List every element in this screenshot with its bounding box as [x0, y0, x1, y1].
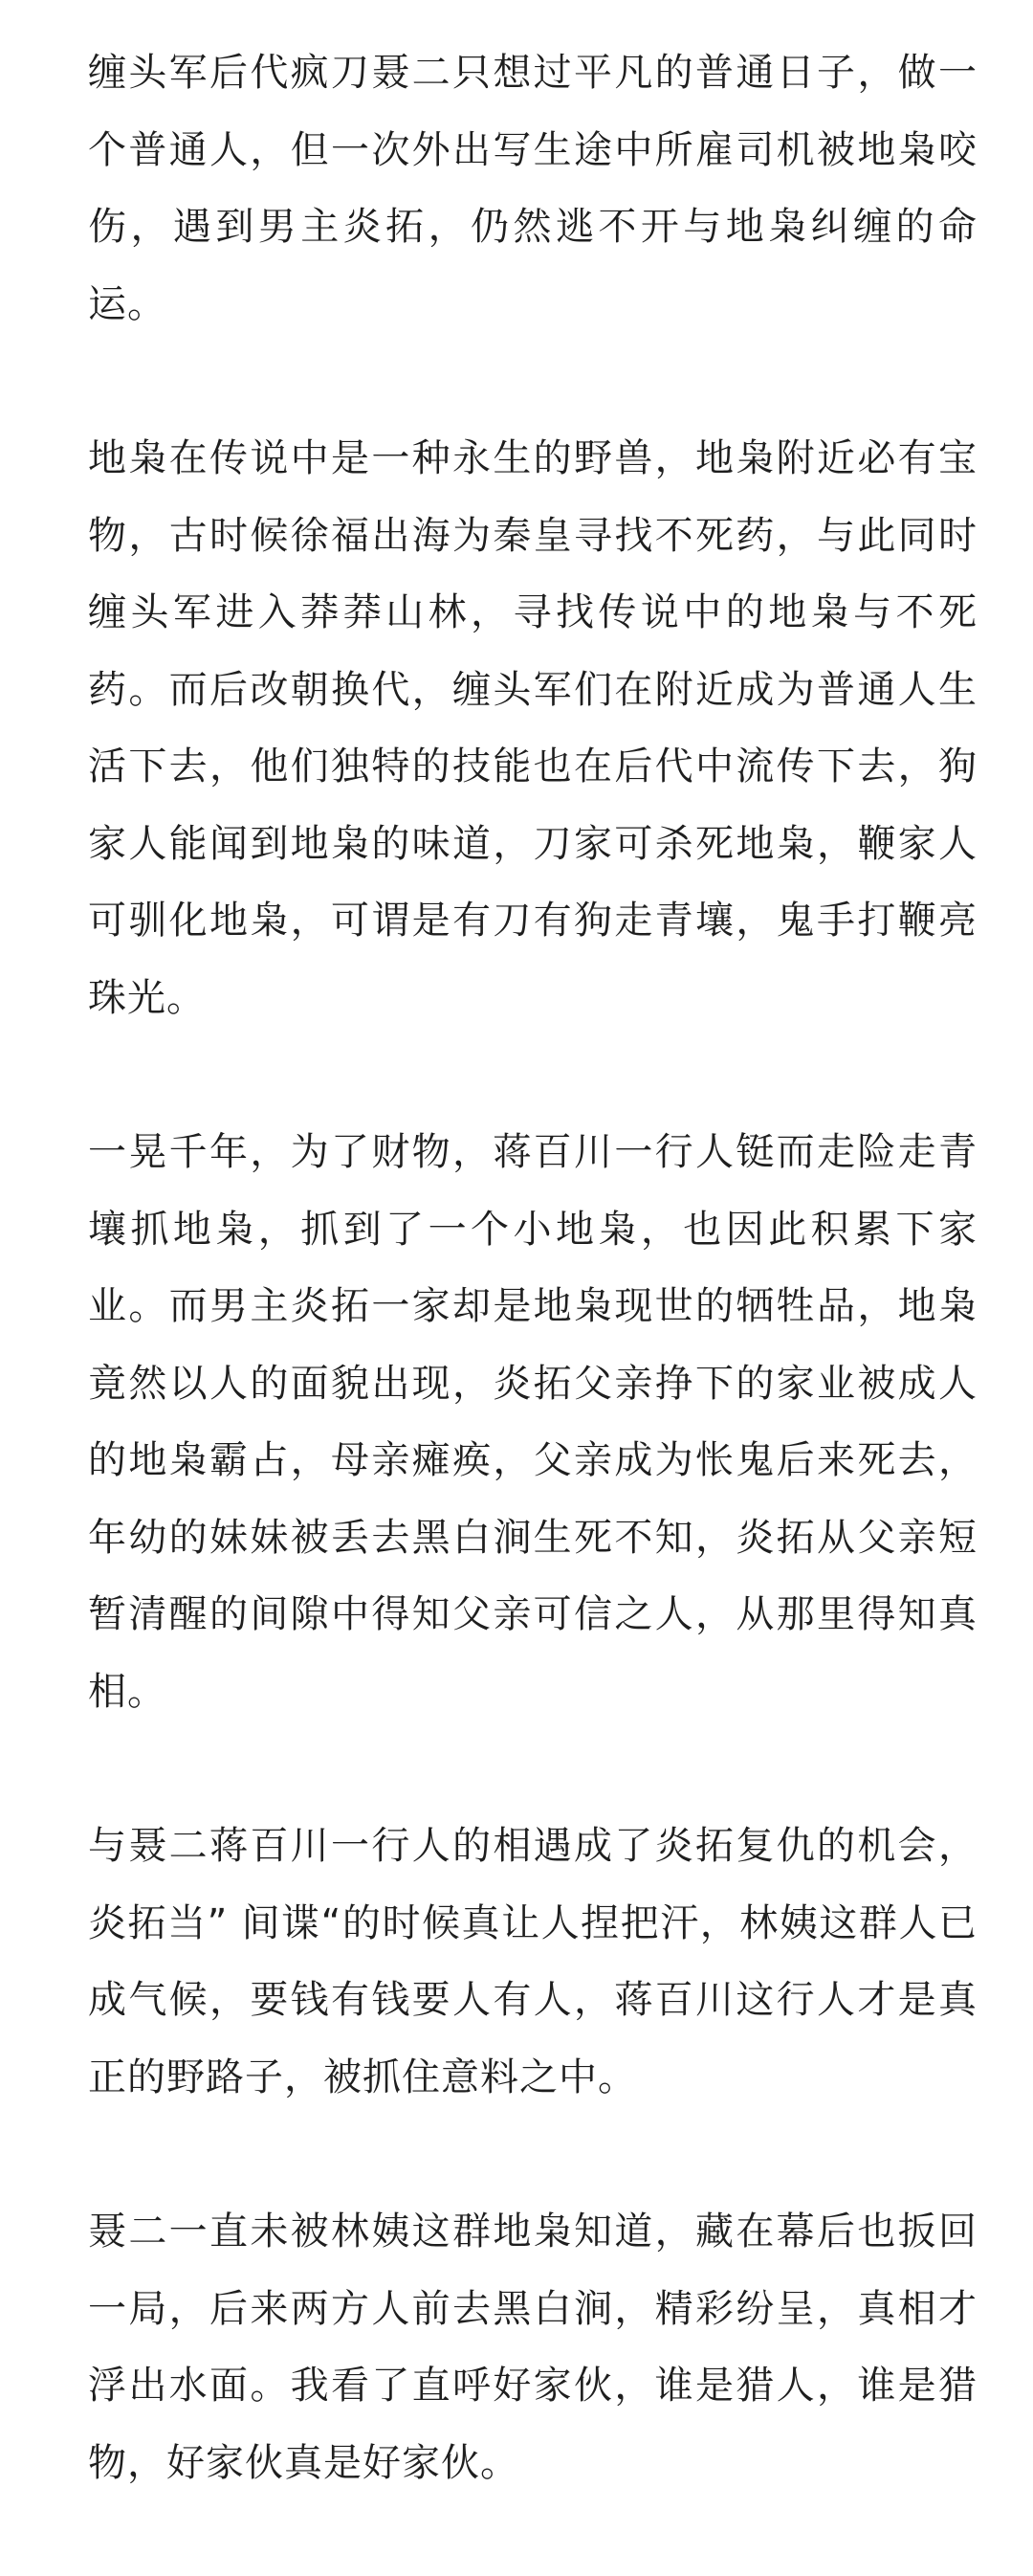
- paragraph-5: 聂二一直未被林姨这群地枭知道，藏在幕后也扳回一局，后来两方人前去黑白涧，精彩纷呈，真相才浮出水面。我看了直呼好家伙，谁是猎人，谁是猎物，好家伙真是好家伙。: [88, 2210, 978, 2485]
- paragraph-2: 地枭在传说中是一种永生的野兽，地枭附近必有宝物，古时候徐福出海为秦皇寻找不死药，与此同时缠头军进入莽莽山林，寻找传说中的地枭与不死药。而后改朝换代，缠头军们在附近成为普通人生活下去，他们独特的技能也在后代中流传下去，狗家人能闻到地枭的味道，刀家可杀死地枭，鞭家人可驯化地枭，可谓是有刀有狗走青壤，鬼手打鞭亮珠光。: [88, 436, 978, 1020]
- paragraph-3: 一晃千年，为了财物，蒋百川一行人铤而走险走青壤抓地枭，抓到了一个小地枭，也因此积累下家业。而男主炎拓一家却是地枭现世的牺牲品，地枭竟然以人的面貌出现，炎拓父亲挣下的家业被成人的地枭霸占，母亲瘫痪，父亲成为怅鬼后来死去，年幼的妹妹被丢去黑白涧生死不知，炎拓从父亲短暂清醒的间隙中得知父亲可信之人，从那里得知真相。: [88, 1130, 978, 1714]
- paragraph-1: 缠头军后代疯刀聂二只想过平凡的普通日子，做一个普通人，但一次外出写生途中所雇司机被地枭咬伤，遇到男主炎拓，仍然逃不开与地枭纠缠的命运。: [88, 51, 978, 326]
- article-body: [88, 34, 978, 2501]
- paragraph-4: 与聂二蒋百川一行人的相遇成了炎拓复仇的机会，炎拓当” 间谍“的时候真让人捏把汗，林姨这群人已成气候，要钱有钱要人有人，蒋百川这行人才是真正的野路子，被抓住意料之中。: [88, 1824, 978, 2099]
